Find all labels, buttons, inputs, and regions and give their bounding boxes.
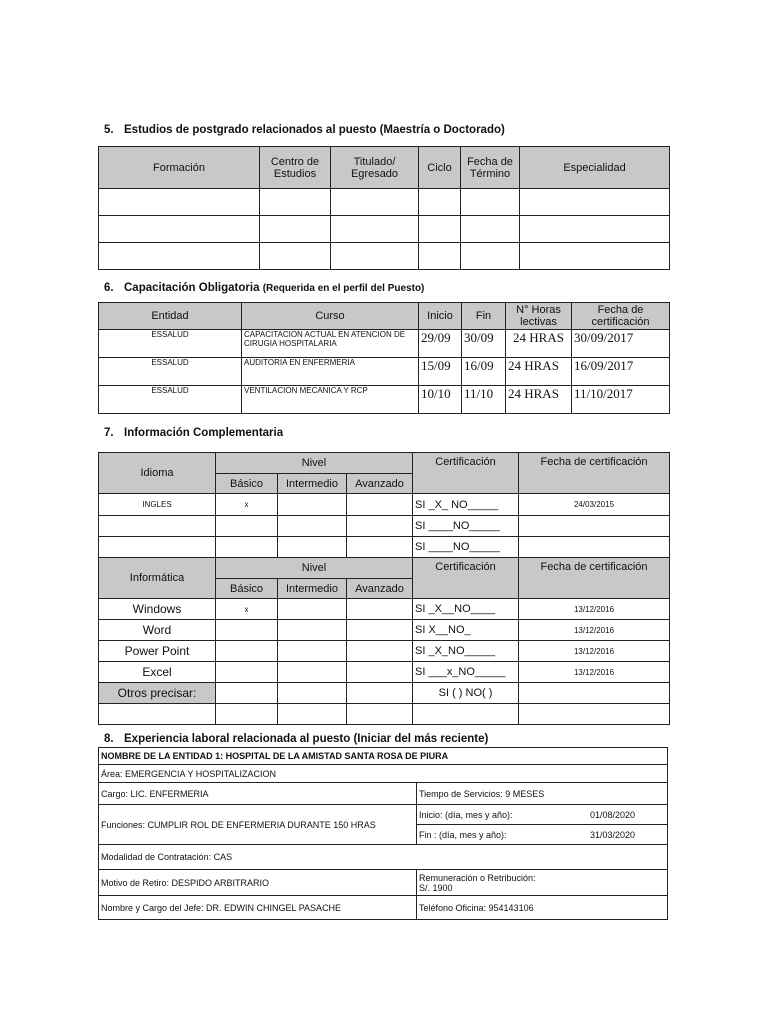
section-6-title bbox=[104, 282, 424, 294]
table-row bbox=[99, 599, 670, 620]
cell-basico: x bbox=[216, 494, 278, 516]
cell-cert: SI X__NO_ bbox=[413, 620, 519, 641]
section-number: 6. bbox=[104, 282, 114, 294]
capacitacion-table bbox=[98, 302, 670, 414]
cell-entidad: ESSALUD bbox=[99, 386, 242, 414]
table-row bbox=[99, 330, 670, 358]
area: Área: EMERGENCIA Y HOSPITALIZACION bbox=[99, 765, 668, 783]
funciones: Funciones: CUMPLIR ROL DE ENFERMERIA DURANTE 150 HRAS bbox=[99, 805, 417, 845]
cell-cert: SI _X__NO____ bbox=[413, 599, 519, 620]
cell-fin: 11/10 bbox=[462, 386, 506, 414]
header-basico: Básico bbox=[216, 474, 278, 494]
cell-idioma: INGLES bbox=[99, 494, 216, 516]
inicio-label: Inicio: (día, mes y año): bbox=[419, 809, 513, 820]
section-7-title bbox=[104, 427, 283, 439]
section-title-text: Estudios de postgrado relacionados al puesto (Maestría o Doctorado) bbox=[124, 124, 505, 136]
table-row bbox=[99, 683, 670, 704]
header-fecha-certificacion: Fecha de certificación bbox=[519, 558, 670, 599]
cell-cert: SI _X_NO_____ bbox=[413, 641, 519, 662]
header-horas: N° Horas lectivas bbox=[506, 303, 572, 330]
table-row bbox=[99, 516, 670, 537]
cell-curso: CAPACITACION ACTUAL EN ATENCION DE CIRUGIA HOSPITALARIA bbox=[242, 330, 419, 358]
cell-fecha bbox=[519, 516, 670, 537]
tiempo-servicios: Tiempo de Servicios: 9 MESES bbox=[417, 783, 668, 805]
fin-label: Fin : (día, mes y año): bbox=[419, 829, 507, 840]
cell-curso: AUDITORIA EN ENFERMERIA bbox=[242, 358, 419, 386]
cell-fecha: 13/12/2016 bbox=[519, 662, 670, 683]
cell-inicio: 10/10 bbox=[419, 386, 462, 414]
inicio-value: 01/08/2020 bbox=[589, 809, 635, 820]
cell-basico bbox=[216, 620, 278, 641]
remuneracion-value: S/. 1900 bbox=[419, 882, 453, 893]
header-fecha-termino: Fecha de Término bbox=[461, 147, 520, 189]
section-number: 5. bbox=[104, 124, 114, 136]
section-title-text: Experiencia laboral relacionada al puesto (Iniciar del más reciente) bbox=[124, 733, 489, 745]
cell-fecha bbox=[519, 537, 670, 558]
cell-cert: SI ___x_NO_____ bbox=[413, 662, 519, 683]
header-nivel: Nivel bbox=[216, 453, 413, 474]
fin-value: 31/03/2020 bbox=[589, 829, 635, 840]
modalidad: Modalidad de Contratación: CAS bbox=[99, 845, 668, 870]
header-basico: Básico bbox=[216, 579, 278, 599]
cell-programa: Windows bbox=[99, 599, 216, 620]
table-row bbox=[99, 662, 670, 683]
section-number: 7. bbox=[104, 427, 114, 439]
table-row bbox=[99, 620, 670, 641]
cell-basico bbox=[216, 662, 278, 683]
cell-fecha: 13/12/2016 bbox=[519, 599, 670, 620]
cell-basico bbox=[216, 641, 278, 662]
table-row bbox=[99, 704, 670, 725]
header-avanzado: Avanzado bbox=[347, 474, 413, 494]
section-title-text: Información Complementaria bbox=[124, 427, 284, 439]
cell-fecha: 30/09/2017 bbox=[572, 330, 670, 358]
header-fin: Fin bbox=[462, 303, 506, 330]
jefe: Nombre y Cargo del Jefe: DR. EDWIN CHINGEL PASACHE bbox=[99, 896, 417, 920]
cell-curso: VENTILACION MECANICA Y RCP bbox=[242, 386, 419, 414]
cell-inicio: 15/09 bbox=[419, 358, 462, 386]
header-nivel: Nivel bbox=[216, 558, 413, 579]
table-row bbox=[99, 641, 670, 662]
table-row bbox=[99, 216, 670, 243]
cell-horas: 24 HRAS bbox=[506, 386, 572, 414]
motivo-retiro: Motivo de Retiro: DESPIDO ARBITRARIO bbox=[99, 870, 417, 896]
header-ciclo: Ciclo bbox=[419, 147, 461, 189]
section-5-title bbox=[104, 124, 505, 136]
section-title-text: Capacitación Obligatoria bbox=[124, 282, 260, 294]
section-number: 8. bbox=[104, 733, 114, 745]
cell-fin: 30/09 bbox=[462, 330, 506, 358]
table-row bbox=[99, 537, 670, 558]
header-avanzado: Avanzado bbox=[347, 579, 413, 599]
header-centro: Centro de Estudios bbox=[260, 147, 331, 189]
experiencia-table bbox=[98, 747, 668, 920]
cell-horas: 24 HRAS bbox=[506, 358, 572, 386]
table-row bbox=[99, 243, 670, 270]
fecha-fin bbox=[417, 825, 668, 845]
cell-programa: Word bbox=[99, 620, 216, 641]
header-curso: Curso bbox=[242, 303, 419, 330]
entidad-name: NOMBRE DE LA ENTIDAD 1: HOSPITAL DE LA AMISTAD SANTA ROSA DE PIURA bbox=[99, 748, 668, 765]
header-formacion: Formación bbox=[99, 147, 260, 189]
header-idioma: Idioma bbox=[99, 453, 216, 494]
header-informatica: Informática bbox=[99, 558, 216, 599]
cell-fecha: 13/12/2016 bbox=[519, 641, 670, 662]
section-subtitle: (Requerida en el perfil del Puesto) bbox=[262, 283, 425, 294]
cell-otros: Otros precisar: bbox=[99, 683, 216, 704]
cell-programa: Excel bbox=[99, 662, 216, 683]
table-row bbox=[99, 358, 670, 386]
cell-basico: x bbox=[216, 599, 278, 620]
cell-entidad: ESSALUD bbox=[99, 330, 242, 358]
remuneracion-label: Remuneración o Retribución: bbox=[419, 872, 536, 883]
header-intermedio: Intermedio bbox=[278, 579, 347, 599]
fecha-inicio bbox=[417, 805, 668, 825]
table-row bbox=[99, 386, 670, 414]
telefono: Teléfono Oficina: 954143106 bbox=[417, 896, 668, 920]
cell-basico bbox=[216, 537, 278, 558]
header-fecha-cert: Fecha de certificación bbox=[572, 303, 670, 330]
cell-fecha: 13/12/2016 bbox=[519, 620, 670, 641]
table-row bbox=[99, 494, 670, 516]
cell-basico bbox=[216, 516, 278, 537]
header-entidad: Entidad bbox=[99, 303, 242, 330]
header-intermedio: Intermedio bbox=[278, 474, 347, 494]
cell-programa: Power Point bbox=[99, 641, 216, 662]
cell-fecha: 24/03/2015 bbox=[519, 494, 670, 516]
header-certificacion: Certificación bbox=[413, 453, 519, 494]
cargo: Cargo: LIC. ENFERMERIA bbox=[99, 783, 417, 805]
header-certificacion: Certificación bbox=[413, 558, 519, 599]
section-8-title bbox=[104, 733, 488, 745]
cell-fecha: 16/09/2017 bbox=[572, 358, 670, 386]
cell-idioma bbox=[99, 516, 216, 537]
cell-horas: 24 HRAS bbox=[506, 330, 572, 358]
remuneracion bbox=[417, 870, 668, 896]
cell-entidad: ESSALUD bbox=[99, 358, 242, 386]
cell-idioma bbox=[99, 537, 216, 558]
cell-cert: SI ____NO_____ bbox=[413, 516, 519, 537]
cell-cert: SI ____NO_____ bbox=[413, 537, 519, 558]
cell-cert: SI _X_ NO_____ bbox=[413, 494, 519, 516]
complementaria-table bbox=[98, 452, 670, 725]
cell-inicio: 29/09 bbox=[419, 330, 462, 358]
postgrado-table bbox=[98, 146, 670, 270]
cell-fin: 16/09 bbox=[462, 358, 506, 386]
header-especialidad: Especialidad bbox=[520, 147, 670, 189]
cell-fecha: 11/10/2017 bbox=[572, 386, 670, 414]
header-inicio: Inicio bbox=[419, 303, 462, 330]
header-fecha-certificacion: Fecha de certificación bbox=[519, 453, 670, 494]
header-titulado: Titulado/ Egresado bbox=[331, 147, 419, 189]
table-row bbox=[99, 189, 670, 216]
cell-cert: SI ( ) NO( ) bbox=[413, 683, 519, 704]
